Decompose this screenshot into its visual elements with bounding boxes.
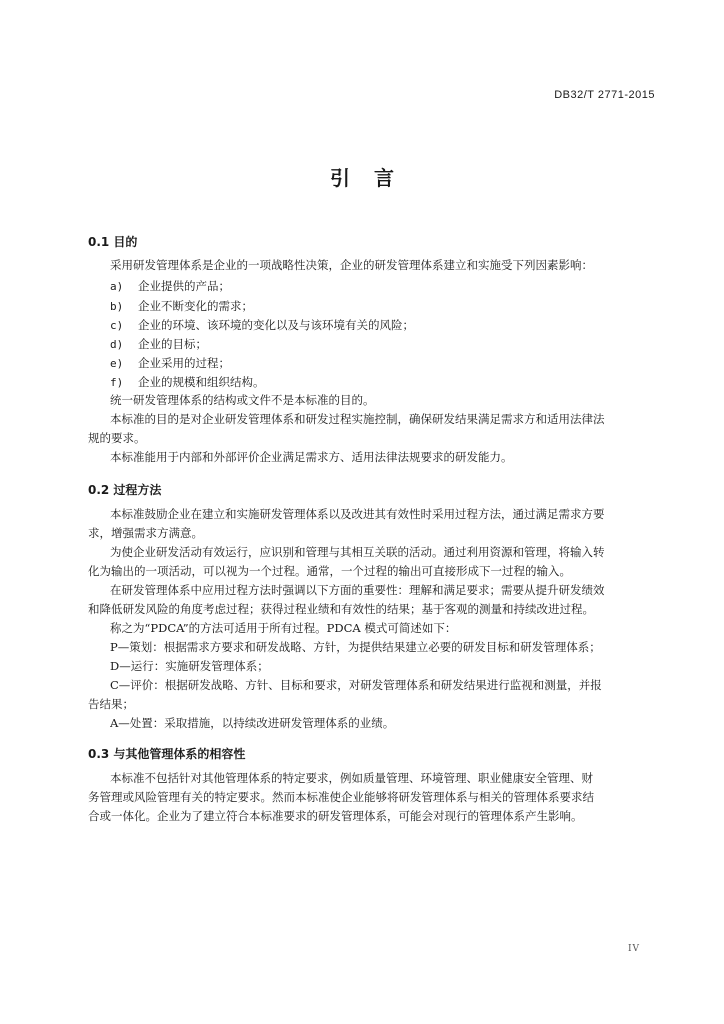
paragraph: 统一研发管理体系的结构或文件不是本标准的目的。 [110,393,375,407]
list-item [110,354,230,373]
paragraph: C—评价：根据研发战略、方针、目标和要求，对研发管理体系和研发结果进行监视和测量，并报 [110,678,602,692]
paragraph-continuation: 务管理或风险管理有关的特定要求。然而本标准使企业能够将研发管理体系与相关的管理体系要求结 [88,790,594,804]
list-item [110,373,265,392]
paragraph-continuation: 告结果； [88,697,134,711]
paragraph: 为使企业研发活动有效运行，应识别和管理与其相互关联的活动。通过利用资源和管理，将输入转 [110,545,605,559]
paragraph: 称之为“PDCA”的方法可适用于所有过程。PDCA 模式可简述如下： [110,621,457,635]
paragraph: D—运行：实施研发管理体系； [110,659,269,673]
page-title: 引言 [330,166,418,190]
paragraph-continuation: 规的要求。 [88,431,146,445]
paragraph: 本标准能用于内部和外部评价企业满足需求方、适用法律法规要求的研发能力。 [110,450,513,464]
standard-code: DB32/T 2771-2015 [554,89,655,101]
list-item-text: 企业的环境、该环境的变化以及与该环境有关的风险； [138,318,414,332]
paragraph: 在研发管理体系中应用过程方法时强调以下方面的重要性：理解和满足要求；需要从提升研发绩效 [110,583,605,597]
section-heading-process-approach: 0.2 过程方法 [88,483,162,497]
paragraph: 采用研发管理体系是企业的一项战略性决策，企业的研发管理体系建立和实施受下列因素影响： [110,258,593,272]
page-number: IV [627,944,640,954]
list-item-label: b) [110,300,124,313]
list-item-text: 企业提供的产品； [138,279,230,293]
list-item [110,335,207,354]
paragraph: A—处置：采取措施，以持续改进研发管理体系的业绩。 [110,716,395,730]
section-heading-purpose: 0.1 目的 [88,235,138,249]
list-item-label: d) [110,338,124,351]
section-heading-compatibility: 0.3 与其他管理体系的相容性 [88,747,246,761]
list-item-label: c) [110,319,124,332]
paragraph: 本标准的目的是对企业研发管理体系和研发过程实施控制，确保研发结果满足需求方和适用法律法 [110,412,605,426]
list-item-label: e) [110,357,124,370]
paragraph-continuation: 求，增强需求方满意。 [88,526,203,540]
list-item-text: 企业的规模和组织结构。 [138,375,265,389]
paragraph: P—策划：根据需求方要求和研发战略、方针，为提供结果建立必要的研发目标和研发管理体系； [110,640,601,654]
paragraph-continuation: 合或一体化。企业为了建立符合本标准要求的研发管理体系，可能会对现行的管理体系产生影响。 [88,809,583,823]
list-item-text: 企业采用的过程； [138,356,230,370]
list-item [110,316,414,335]
list-item [110,277,230,296]
paragraph-continuation: 和降低研发风险的角度考虑过程；获得过程业绩和有效性的结果；基于客观的测量和持续改进过程。 [88,602,594,616]
list-item-label: a) [110,280,124,293]
paragraph: 本标准鼓励企业在建立和实施研发管理体系以及改进其有效性时采用过程方法，通过满足需求方要 [110,507,605,521]
list-item [110,297,253,316]
list-item-text: 企业的目标； [138,337,207,351]
list-item-label: f) [110,376,124,389]
paragraph: 本标准不包括针对其他管理体系的特定要求，例如质量管理、环境管理、职业健康安全管理、财 [110,771,593,785]
paragraph-continuation: 化为输出的一项活动，可以视为一个过程。通常，一个过程的输出可直接形成下一过程的输入。 [88,564,571,578]
list-item-text: 企业不断变化的需求； [138,299,253,313]
